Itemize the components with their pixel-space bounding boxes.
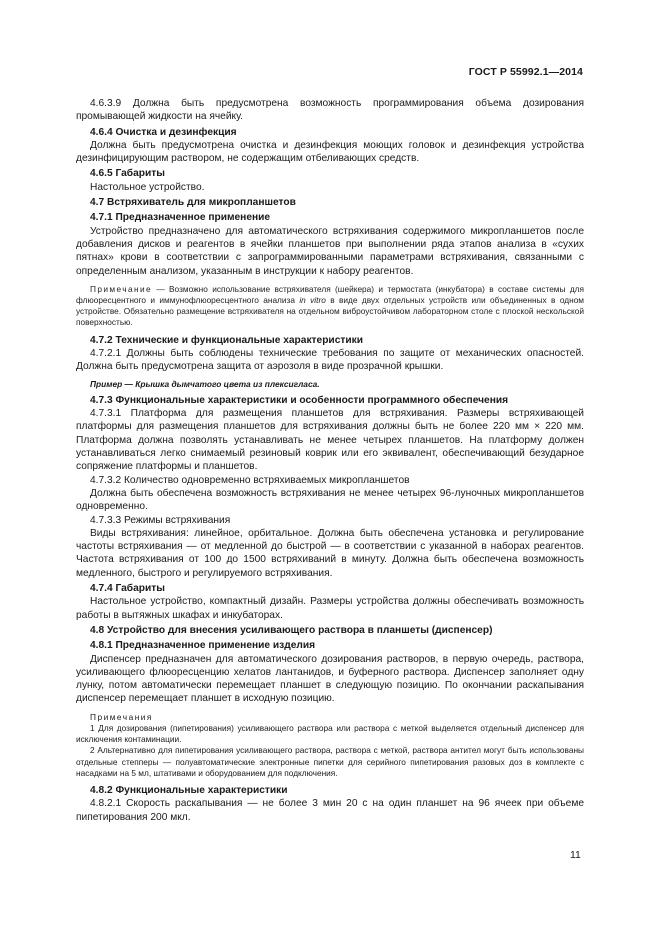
heading-4-6-4: 4.6.4 Очистка и дезинфекция bbox=[90, 126, 237, 138]
paragraph-4-7-2-1: 4.7.2.1 Должны быть соблюдены технические требования по защите от механических опасностей. Должна быть предусмотрена защита от аэрозоля в виде прозрачной крышки. bbox=[76, 347, 584, 373]
paragraph-shaking-modes: Виды встряхивания: линейное, орбитальное. Должна быть обеспечена установка и регулирование частоты встряхивания — от медленной до быстрой — в соответствии с указанной в наборах реагентов. Частота встряхивания от 100 до 1500 встряхиваний в минуту. Должна быть обеспечена возможность медленного, быстрого и регулируемого встряхивания. bbox=[76, 527, 584, 579]
paragraph-cleaning: Должна быть предусмотрена очистка и дезинфекция моющих головок и дезинфекция устройства дезинфицирующим раствором, не содержащим отбеливающих средств. bbox=[76, 139, 584, 165]
heading-4-7-4: 4.7.4 Габариты bbox=[90, 583, 165, 595]
note-item-2: 2 Альтернативно для пипетирования усиливающего раствора, раствора с меткой, раствора антител могут быть использованы отдельные степперы — полуавтоматические электронные пипетки для серийного пипетирования разовых доз в комплекте с насадками на 5 мл, штативами и оборудованием для подключения. bbox=[76, 745, 584, 778]
heading-4-8-2: 4.8.2 Функциональные характеристики bbox=[90, 784, 288, 796]
paragraph-4-7-3-2: 4.7.3.2 Количество одновременно встряхиваемых микропланшетов bbox=[90, 474, 410, 486]
paragraph-4-6-3-9: 4.6.3.9 Должна быть предусмотрена возможность программирования объема дозирования промывающей жидкости на ячейку. bbox=[76, 98, 584, 123]
note-text-b: в виде двух отдельных устройств или объединенных в одном устройстве. Обязательно размещение встряхивателя на отдельном виброустойчивом лабораторном столе с плоской нескольской поверхностью. bbox=[76, 295, 585, 328]
paragraph-dimensions-2: Настольное устройство, компактный дизайн. Размеры устройства должны обеспечивать возможность работы в вытяжных шкафах и инкубаторах. bbox=[76, 596, 584, 621]
page-number: 11 bbox=[570, 849, 581, 861]
heading-4-7: 4.7 Встряхиватель для микропланшетов bbox=[90, 197, 296, 209]
paragraph-dispenser-purpose: Диспенсер предназначен для автоматического дозирования растворов, в первую очередь, раствора, усиливающего флюоресценцию хелатов лантанидов, и буферного раствора. Диспенсер заполняет одну лунку, потом автоматически перемещает планшет в следующую позицию. По окончании раскапывания диспенсер перемещает планшет в исходную позицию. bbox=[76, 653, 584, 705]
heading-4-7-3: 4.7.3 Функциональные характеристики и особенности программного обеспечения bbox=[90, 394, 509, 406]
heading-4-8: 4.8 Устройство для внесения усиливающего раствора в планшеты (диспенсер) bbox=[90, 624, 493, 636]
paragraph-microplate-count: Должна быть обеспечена возможность встряхивания не менее четырех 96-луночных микропланшетов одновременно. bbox=[76, 487, 584, 513]
document-body bbox=[76, 97, 584, 824]
note-label: Примечание bbox=[90, 283, 153, 294]
note-shaker bbox=[76, 284, 584, 329]
notes-label: Примечания bbox=[90, 711, 153, 722]
paragraph-shaker-purpose: Устройство предназначено для автоматического встряхивания содержимого микропланшетов после добавления дисков и реагентов в ячейки планшетов при выполнении ряда этапов анализа в «сухих пятнах» крови в соответствии с запрограммированными параметрами встряхивания, связанными с определенным анализом, указанным в инструкции к набору реагентов. bbox=[76, 225, 584, 277]
heading-4-7-1: 4.7.1 Предназначенное применение bbox=[90, 212, 271, 224]
paragraph-4-7-3-3: 4.7.3.3 Режимы встряхивания bbox=[90, 514, 231, 526]
heading-4-8-1: 4.8.1 Предназначенное применение изделия bbox=[90, 640, 316, 652]
standard-header: ГОСТ Р 55992.1—2014 bbox=[468, 66, 583, 78]
paragraph-4-8-2-1: 4.8.2.1 Скорость раскапывания — не более 3 мин 20 с на один планшет на 96 ячеек при объеме пипетирования 200 мкл. bbox=[76, 798, 584, 823]
note-item-1: 1 Для дозирования (пипетирования) усиливающего раствора или раствора с меткой выделяется отдельный диспенсер для исключения контаминации. bbox=[76, 722, 584, 745]
paragraph-dimensions-1: Настольное устройство. bbox=[90, 181, 205, 193]
heading-4-7-2: 4.7.2 Технические и функциональные характеристики bbox=[90, 334, 363, 346]
heading-4-6-5: 4.6.5 Габариты bbox=[90, 168, 165, 180]
paragraph-4-7-3-1: 4.7.3.1 Платформа для размещения планшетов для встряхивания. Размеры встряхивающей платформы для размещения планшетов для встряхивания должны быть не более 220 мм × 220 мм. Платформа должна позволять устанавливать не менее четырех планшетов. На платформу должен устанавливаться легко снимаемый резиновый коврик или его эквивалент, обеспечивающий безударное сопряжение платформы и планшетов. bbox=[76, 408, 584, 473]
note-text-a: — Возможно использование встряхивателя (шейкера) и термостата (инкубатора) в составе системы для флюоресцентного и иммунофлюоресцентного анализа bbox=[76, 283, 584, 306]
note-italic: in vitro bbox=[299, 295, 326, 306]
example-lid: Пример — Крышка дымчатого цвета из плексигласа. bbox=[90, 378, 320, 389]
